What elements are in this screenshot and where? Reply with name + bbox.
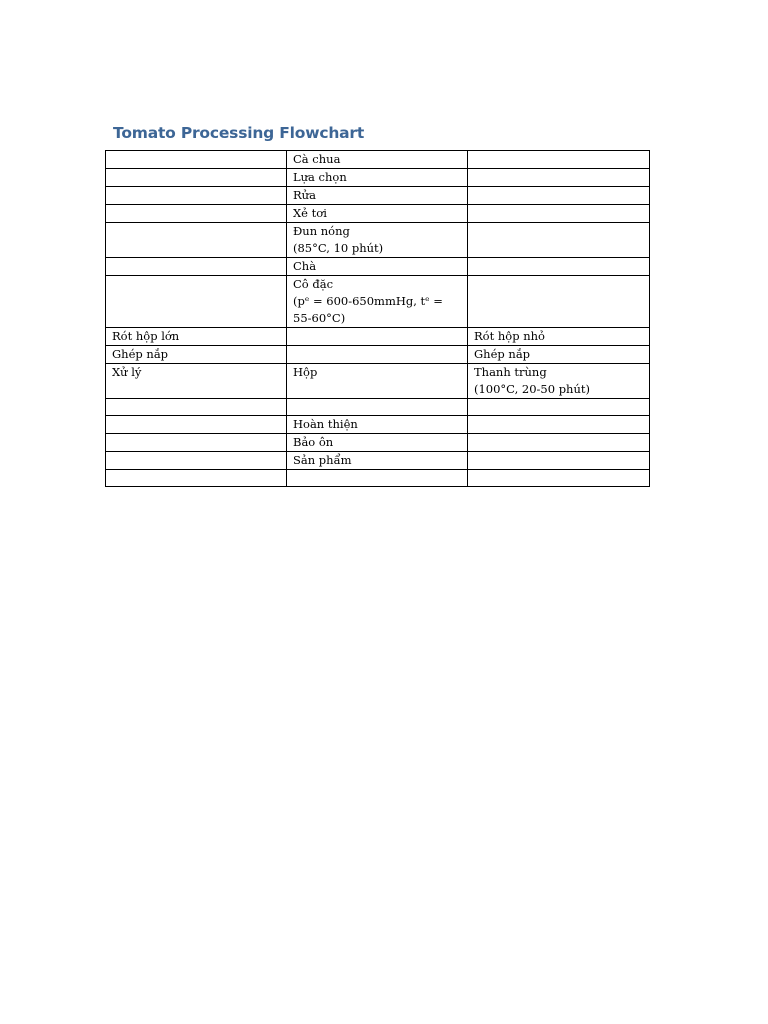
page-title: Tomato Processing Flowchart (113, 124, 365, 142)
table-cell (287, 346, 468, 364)
table-cell (106, 187, 287, 205)
table-row (106, 276, 650, 328)
cell-text: Rửa (293, 188, 316, 202)
table-cell (468, 258, 650, 276)
table-cell (468, 169, 650, 187)
flowchart-table (105, 150, 650, 487)
table-row (106, 364, 650, 399)
table-row (106, 169, 650, 187)
table-row (106, 187, 650, 205)
table-cell (106, 364, 287, 399)
table-cell (468, 416, 650, 434)
table-row (106, 205, 650, 223)
table-row (106, 328, 650, 346)
table-cell (106, 452, 287, 470)
table-row (106, 452, 650, 470)
cell-text: Lựa chọn (293, 170, 347, 184)
table-cell (287, 151, 468, 169)
cell-text: Xử lý (112, 365, 142, 379)
table-cell (287, 470, 468, 487)
table-row (106, 399, 650, 416)
table-cell (287, 452, 468, 470)
table-cell (106, 434, 287, 452)
table-row (106, 151, 650, 169)
table-cell (468, 470, 650, 487)
table-row (106, 223, 650, 258)
table-cell (287, 223, 468, 258)
table-cell (468, 399, 650, 416)
table-cell (468, 276, 650, 328)
table-cell (106, 258, 287, 276)
table-cell (468, 364, 650, 399)
table-cell (468, 205, 650, 223)
table-cell (287, 187, 468, 205)
table-cell (287, 399, 468, 416)
table-row (106, 416, 650, 434)
table-cell (106, 346, 287, 364)
table-cell (468, 223, 650, 258)
table-cell (468, 187, 650, 205)
table-cell (106, 328, 287, 346)
table-cell (287, 205, 468, 223)
table-cell (287, 416, 468, 434)
table-cell (287, 434, 468, 452)
cell-text: Đun nóng (85°C, 10 phút) (293, 224, 384, 255)
cell-text: Ghép nắp (474, 347, 531, 361)
table-cell (468, 328, 650, 346)
table-row (106, 470, 650, 487)
table-cell (106, 223, 287, 258)
table-cell (106, 399, 287, 416)
table-cell (287, 276, 468, 328)
table-cell (106, 276, 287, 328)
cell-text: Ghép nắp (112, 347, 169, 361)
table-cell (106, 416, 287, 434)
table-cell (106, 169, 287, 187)
cell-text: Sản phẩm (293, 453, 352, 467)
cell-text: Cô đặc (pᵉ = 600-650mmHg, tᵉ = 55-60°C) (293, 277, 443, 325)
table-row (106, 434, 650, 452)
flowchart-table-body (106, 151, 650, 487)
cell-text: Chà (293, 259, 317, 273)
table-row (106, 258, 650, 276)
cell-text: Hộp (293, 365, 318, 379)
table-cell (468, 151, 650, 169)
cell-text: Bảo ôn (293, 435, 334, 449)
table-cell (106, 151, 287, 169)
table-cell (287, 169, 468, 187)
cell-text: Xẻ tơi (293, 206, 327, 220)
table-cell (468, 452, 650, 470)
table-cell (287, 258, 468, 276)
table-cell (287, 364, 468, 399)
cell-text: Cà chua (293, 152, 341, 166)
table-row (106, 346, 650, 364)
cell-text: Hoàn thiện (293, 417, 358, 431)
cell-text: Rót hộp lớn (112, 329, 180, 343)
table-cell (468, 346, 650, 364)
table-cell (106, 205, 287, 223)
cell-text: Rót hộp nhỏ (474, 329, 545, 343)
table-cell (287, 328, 468, 346)
cell-text: Thanh trùng (100°C, 20-50 phút) (474, 365, 590, 396)
table-cell (468, 434, 650, 452)
table-cell (106, 470, 287, 487)
